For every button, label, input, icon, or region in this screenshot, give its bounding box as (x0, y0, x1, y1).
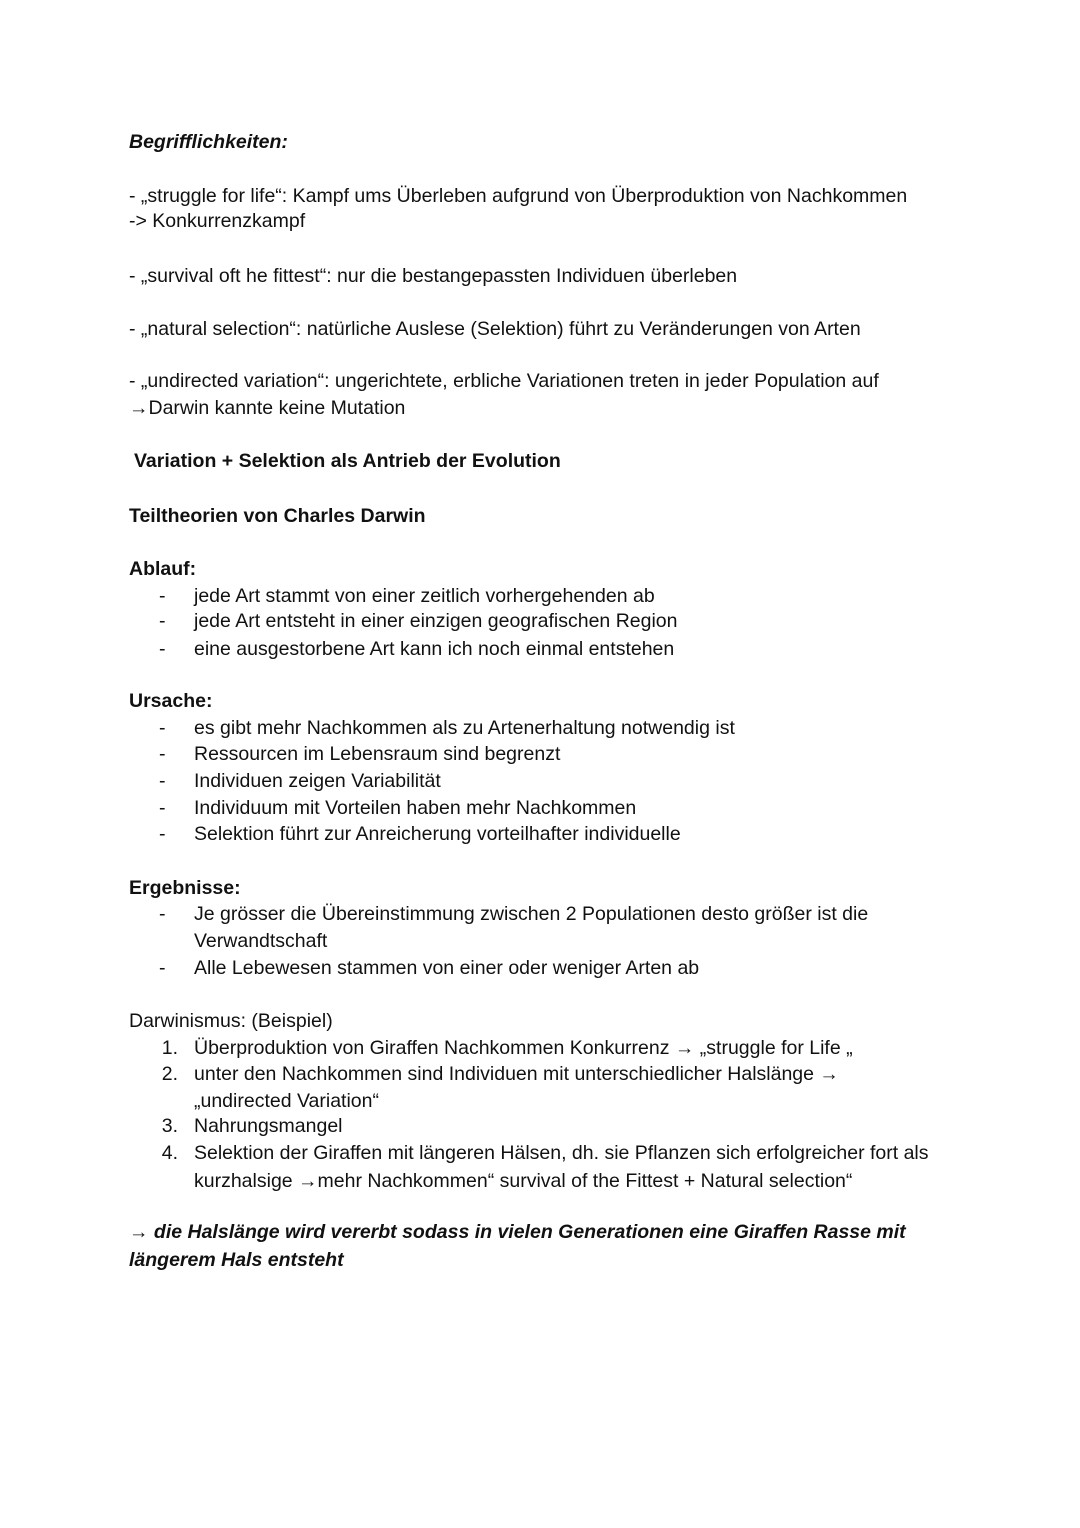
bullet-dash: - (159, 797, 166, 819)
item-number: 3. (161, 1115, 178, 1137)
list-item-continued: Verwandtschaft (194, 930, 328, 952)
bullet-dash: - (159, 770, 166, 792)
ergebnisse-heading: Ergebnisse: (129, 877, 241, 899)
term-undirected-variation: - „undirected variation“: ungerichtete, erbliche Variationen treten in jeder Population auf (129, 370, 879, 392)
bullet-dash: - (159, 957, 166, 979)
conclusion-line-continued: längerem Hals entsteht (129, 1249, 344, 1271)
term-natural-selection: - „natural selection“: natürliche Auslese (Selektion) führt zu Veränderungen von Arten (129, 318, 861, 340)
numbered-item-continued: „undirected Variation“ (194, 1090, 379, 1112)
document-page: Begrifflichkeiten: - „struggle for life“: Kampf ums Überleben aufgrund von Überproduktion von Nachkommen -> Konkurrenzkampf - „survival oft he fittest“: nur die bestangepassten Individuen überleben - „natural selection“: natürliche Auslese (Selektion) führt zu Veränderungen von Arten - „undirected variation“: ungerichtete, erbliche Variationen treten in jeder Population auf →Darwin kannte keine Mutation Variation + Selektion als Antrieb der Evolution Teiltheorien von Charles Darwin Ablauf: - jede Art stammt von einer zeitlich vorhergehenden ab - jede Art entsteht in einer einzigen geografischen Region - eine ausgestorbene Art kann ich noch einmal entstehen Ursache: - es gibt mehr Nachkommen als zu Artenerhaltung notwendig ist - Ressourcen im Lebensraum sind begrenzt - Individuen zeigen Variabilität - Individuum mit Vorteilen haben mehr Nachkommen - Selektion führt zur Anreicherung vorteilhafter individuelle Ergebnisse: - Je grösser die Übereinstimmung zwischen 2 Populationen desto größer ist die Verwandtschaft - Alle Lebewesen stammen von einer oder weniger Arten ab Darwinismus: (Beispiel) 1. Überproduktion von Giraffen Nachkommen Konkurrenz → „struggle for Life „ 2. unter den Nachkommen sind Individuen mit unterschiedlicher Halslänge → „undirected Variation“ 3. Nahrungsmangel 4. Selektion der Giraffen mit längeren Hälsen, dh. sie Pflanzen sich erfolgreicher fort als kurzhalsige →mehr Nachkommen“ survival of the Fittest + Natural selection“ → die Halslänge wird vererbt sodass in vielen Generationen eine Giraffen Rasse mit längerem Hals entsteht (129, 131, 929, 1271)
item-number: 1. (161, 1037, 178, 1059)
theories-heading: Teiltheorien von Charles Darwin (129, 505, 426, 527)
terms-heading: Begrifflichkeiten: (129, 131, 288, 153)
bullet-dash: - (159, 743, 166, 765)
term-struggle-for-life-continued: -> Konkurrenzkampf (129, 210, 306, 232)
item-number: 4. (161, 1142, 178, 1164)
ablauf-heading: Ablauf: (129, 558, 197, 580)
term-survival-of-the-fittest: - „survival oft he fittest“: nur die bestangepassten Individuen überleben (129, 265, 738, 287)
bullet-dash: - (159, 903, 166, 925)
item-number: 2. (161, 1063, 178, 1085)
term-struggle-for-life: - „struggle for life“: Kampf ums Überleben aufgrund von Überproduktion von Nachkommen (129, 185, 908, 207)
conclusion-line: → die Halslänge wird vererbt sodass in vielen Generationen eine Giraffen Rasse mit (129, 1221, 906, 1243)
bullet-dash: - (159, 638, 166, 660)
bullet-dash: - (159, 823, 166, 845)
numbered-item-continued: kurzhalsige →mehr Nachkommen“ survival of the Fittest + Natural selection“ (194, 1170, 853, 1192)
variation-heading: Variation + Selektion als Antrieb der Evolution (134, 450, 561, 472)
bullet-dash: - (159, 717, 166, 739)
bullet-dash: - (159, 585, 166, 607)
bullet-dash: - (159, 610, 166, 632)
darwinismus-heading: Darwinismus: (Beispiel) (129, 1010, 333, 1032)
ursache-heading: Ursache: (129, 690, 213, 712)
term-undirected-variation-note: →Darwin kannte keine Mutation (129, 397, 406, 419)
